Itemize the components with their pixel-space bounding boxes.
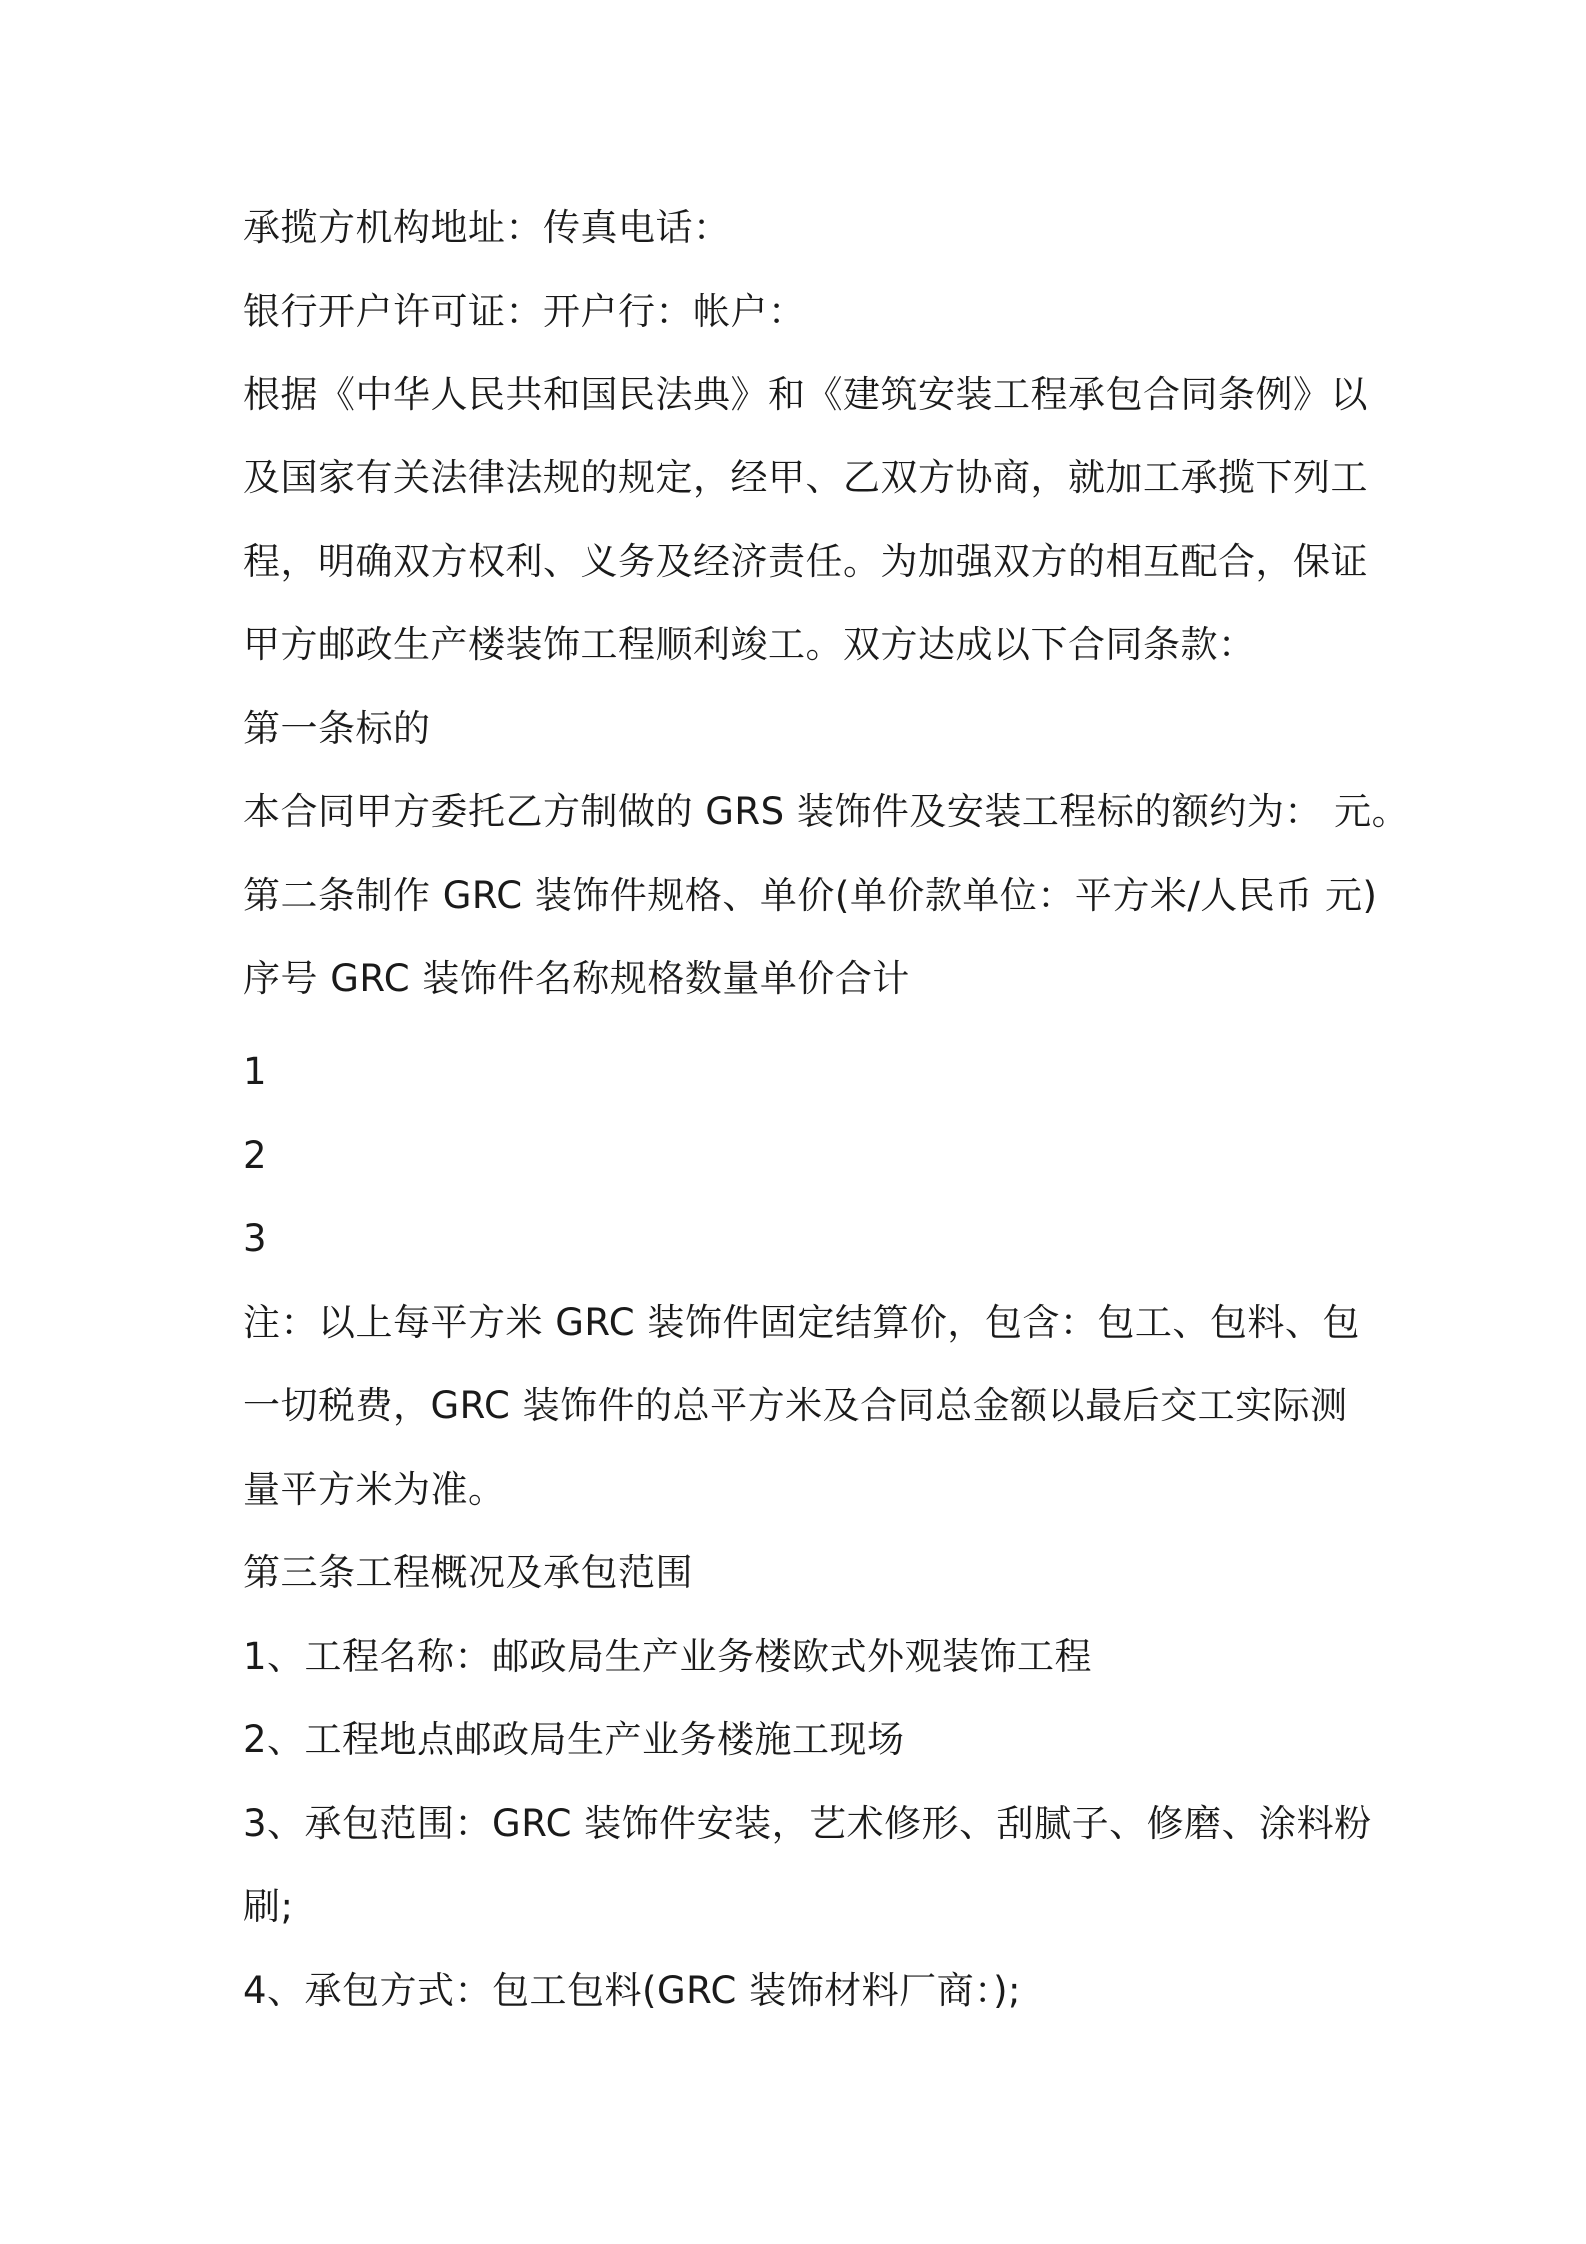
table-row-number: 3 bbox=[243, 1217, 268, 1260]
article-heading: 第二条制作 GRC 装饰件规格、单价(单价款单位：平方米/人民币 元) bbox=[243, 874, 1378, 917]
list-item-continuation: 刷; bbox=[243, 1885, 294, 1928]
paragraph-line: 及国家有关法律法规的规定，经甲、乙双方协商，就加工承揽下列工 bbox=[243, 456, 1368, 499]
article-heading: 第三条工程概况及承包范围 bbox=[243, 1551, 693, 1594]
paragraph-line: 程，明确双方权利、义务及经济责任。为加强双方的相互配合，保证 bbox=[243, 540, 1368, 583]
table-row-number: 1 bbox=[243, 1050, 268, 1093]
table-header-line: 序号 GRC 装饰件名称规格数量单价合计 bbox=[243, 957, 910, 1000]
table-row-number: 2 bbox=[243, 1134, 268, 1177]
paragraph-line: 本合同甲方委托乙方制做的 GRS 装饰件及安装工程标的额约为： 元。 bbox=[243, 790, 1410, 833]
note-line: 量平方米为准。 bbox=[243, 1468, 506, 1511]
list-item: 4、承包方式：包工包料(GRC 装饰材料厂商：); bbox=[243, 1969, 1022, 2012]
article-heading: 第一条标的 bbox=[243, 707, 431, 750]
list-item: 2、工程地点邮政局生产业务楼施工现场 bbox=[243, 1718, 905, 1761]
note-line: 注：以上每平方米 GRC 装饰件固定结算价，包含：包工、包料、包 bbox=[243, 1301, 1360, 1344]
list-item: 1、工程名称：邮政局生产业务楼欧式外观装饰工程 bbox=[243, 1635, 1093, 1678]
note-line: 一切税费，GRC 装饰件的总平方米及合同总金额以最后交工实际测 bbox=[243, 1384, 1348, 1427]
bank-account-line: 银行开户许可证：开户行：帐户： bbox=[243, 290, 806, 333]
list-item: 3、承包范围：GRC 装饰件安装，艺术修形、刮腻子、修磨、涂料粉 bbox=[243, 1802, 1372, 1845]
paragraph-line: 甲方邮政生产楼装饰工程顺利竣工。双方达成以下合同条款： bbox=[243, 623, 1256, 666]
contractor-address-line: 承揽方机构地址：传真电话： bbox=[243, 206, 731, 249]
paragraph-line: 根据《中华人民共和国民法典》和《建筑安装工程承包合同条例》以 bbox=[243, 373, 1368, 416]
